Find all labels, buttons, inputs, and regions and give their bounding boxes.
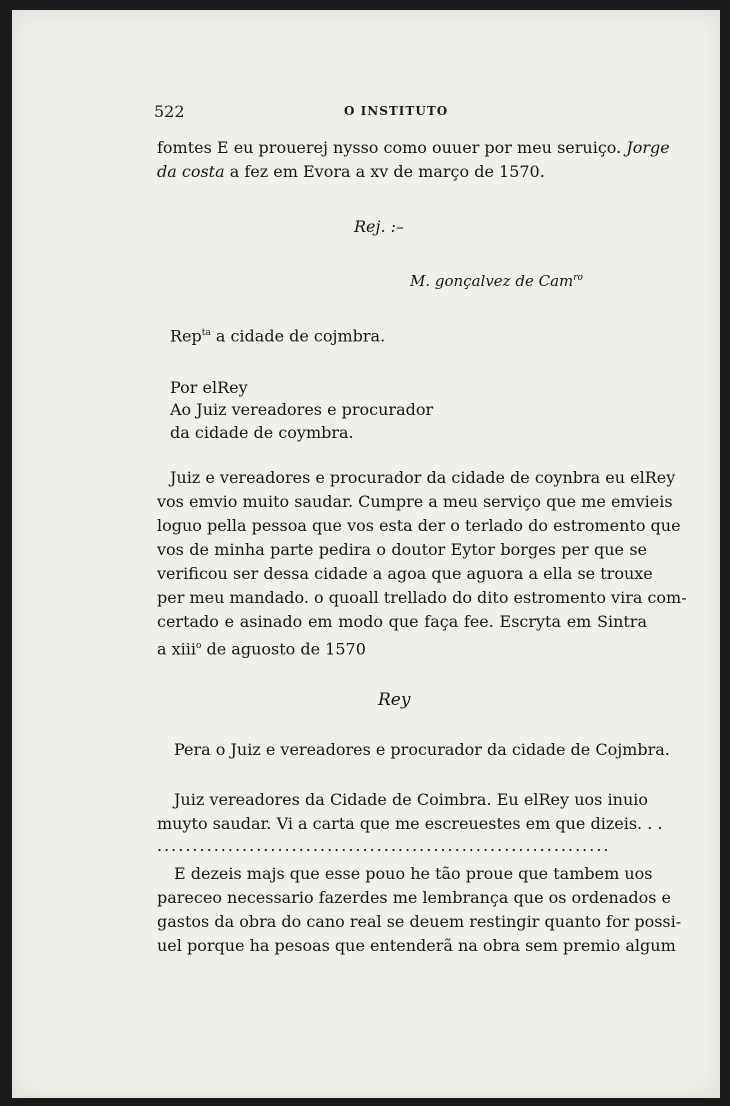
text-span: M. gonçalvez de Cam: [410, 272, 574, 290]
third-paragraph-line-1: E dezeis majs que esse pouo he tão proue que tambem uos: [174, 864, 653, 883]
text-span-italic: Jorge: [626, 138, 670, 157]
address-line-2: Ao Juiz vereadores e procurador: [170, 400, 434, 419]
document-page: [12, 10, 720, 1098]
paragraph-line-3: loguo pella pessoa que vos esta der o terlado do estromento que: [157, 516, 681, 535]
pera-line: Pera o Juiz e vereadores e procurador da cidade de Cojmbra.: [174, 740, 670, 759]
third-paragraph-line-2: pareceo necessario fazerdes me lembrança que os ordenados e: [157, 888, 672, 907]
signature-goncalvez: [410, 268, 583, 291]
third-paragraph-line-4: uel porque ha pesoas que entenderã na obra sem premio algum: [157, 936, 676, 955]
paragraph-line-1: Juiz e vereadores e procurador da cidade de coynbra eu elRey: [170, 468, 676, 487]
page-number: 522: [154, 102, 185, 121]
third-paragraph-line-3: gastos da obra do cano real se deuem restingir quanto for possi-: [157, 912, 682, 931]
paragraph-line-7: certado e asinado em modo que faça fee. Escryta em Sintra: [157, 612, 647, 631]
address-line-1: Por elRey: [170, 378, 248, 397]
address-line-3: da cidade de coymbra.: [170, 423, 354, 442]
page-header: [154, 102, 644, 122]
text-span-italic: da costa: [157, 162, 225, 181]
text-span: a cidade de cojmbra.: [210, 326, 386, 346]
superscript: ro: [573, 273, 583, 283]
paragraph-line-5: verificou ser dessa cidade a agoa que aguora a ella se trouxe: [157, 564, 653, 583]
second-letter-line-2: muyto saudar. Vi a carta que me escreuestes em que dizeis. . .: [157, 814, 663, 833]
text-span: de aguosto de 1570: [201, 639, 366, 659]
paragraph-line-8: [157, 636, 647, 659]
rep-line: [170, 323, 385, 346]
signature-rej: Rej. :–: [354, 217, 405, 236]
text-line-1: [157, 138, 670, 158]
running-title: O INSTITUTO: [344, 104, 449, 118]
superscript: ta: [201, 328, 211, 338]
text-span: a fez em Evora a xv de março de 1570.: [224, 162, 545, 181]
paragraph-line-2: vos emvio muito saudar. Cumpre a meu serviço que me emvieis: [157, 492, 673, 511]
paragraph-line-6: per meu mandado. o quoall trellado do dito estromento vira com-: [157, 588, 687, 607]
paragraph-line-4: vos de minha parte pedira o doutor Eytor borges per que se: [157, 540, 647, 559]
text-span: Rep: [170, 326, 202, 346]
text-line-2: [157, 162, 647, 182]
text-span: fomtes E eu prouerej nysso como ouuer por meu seruiço.: [157, 138, 627, 157]
ellipsis-dots-line: ................................................................: [157, 836, 611, 855]
second-letter-line-1: Juiz vereadores da Cidade de Coimbra. Eu elRey uos inuio: [174, 790, 648, 809]
text-span: a xiii: [157, 639, 196, 659]
signature-rey: Rey: [378, 690, 411, 710]
superscript: o: [196, 641, 202, 651]
